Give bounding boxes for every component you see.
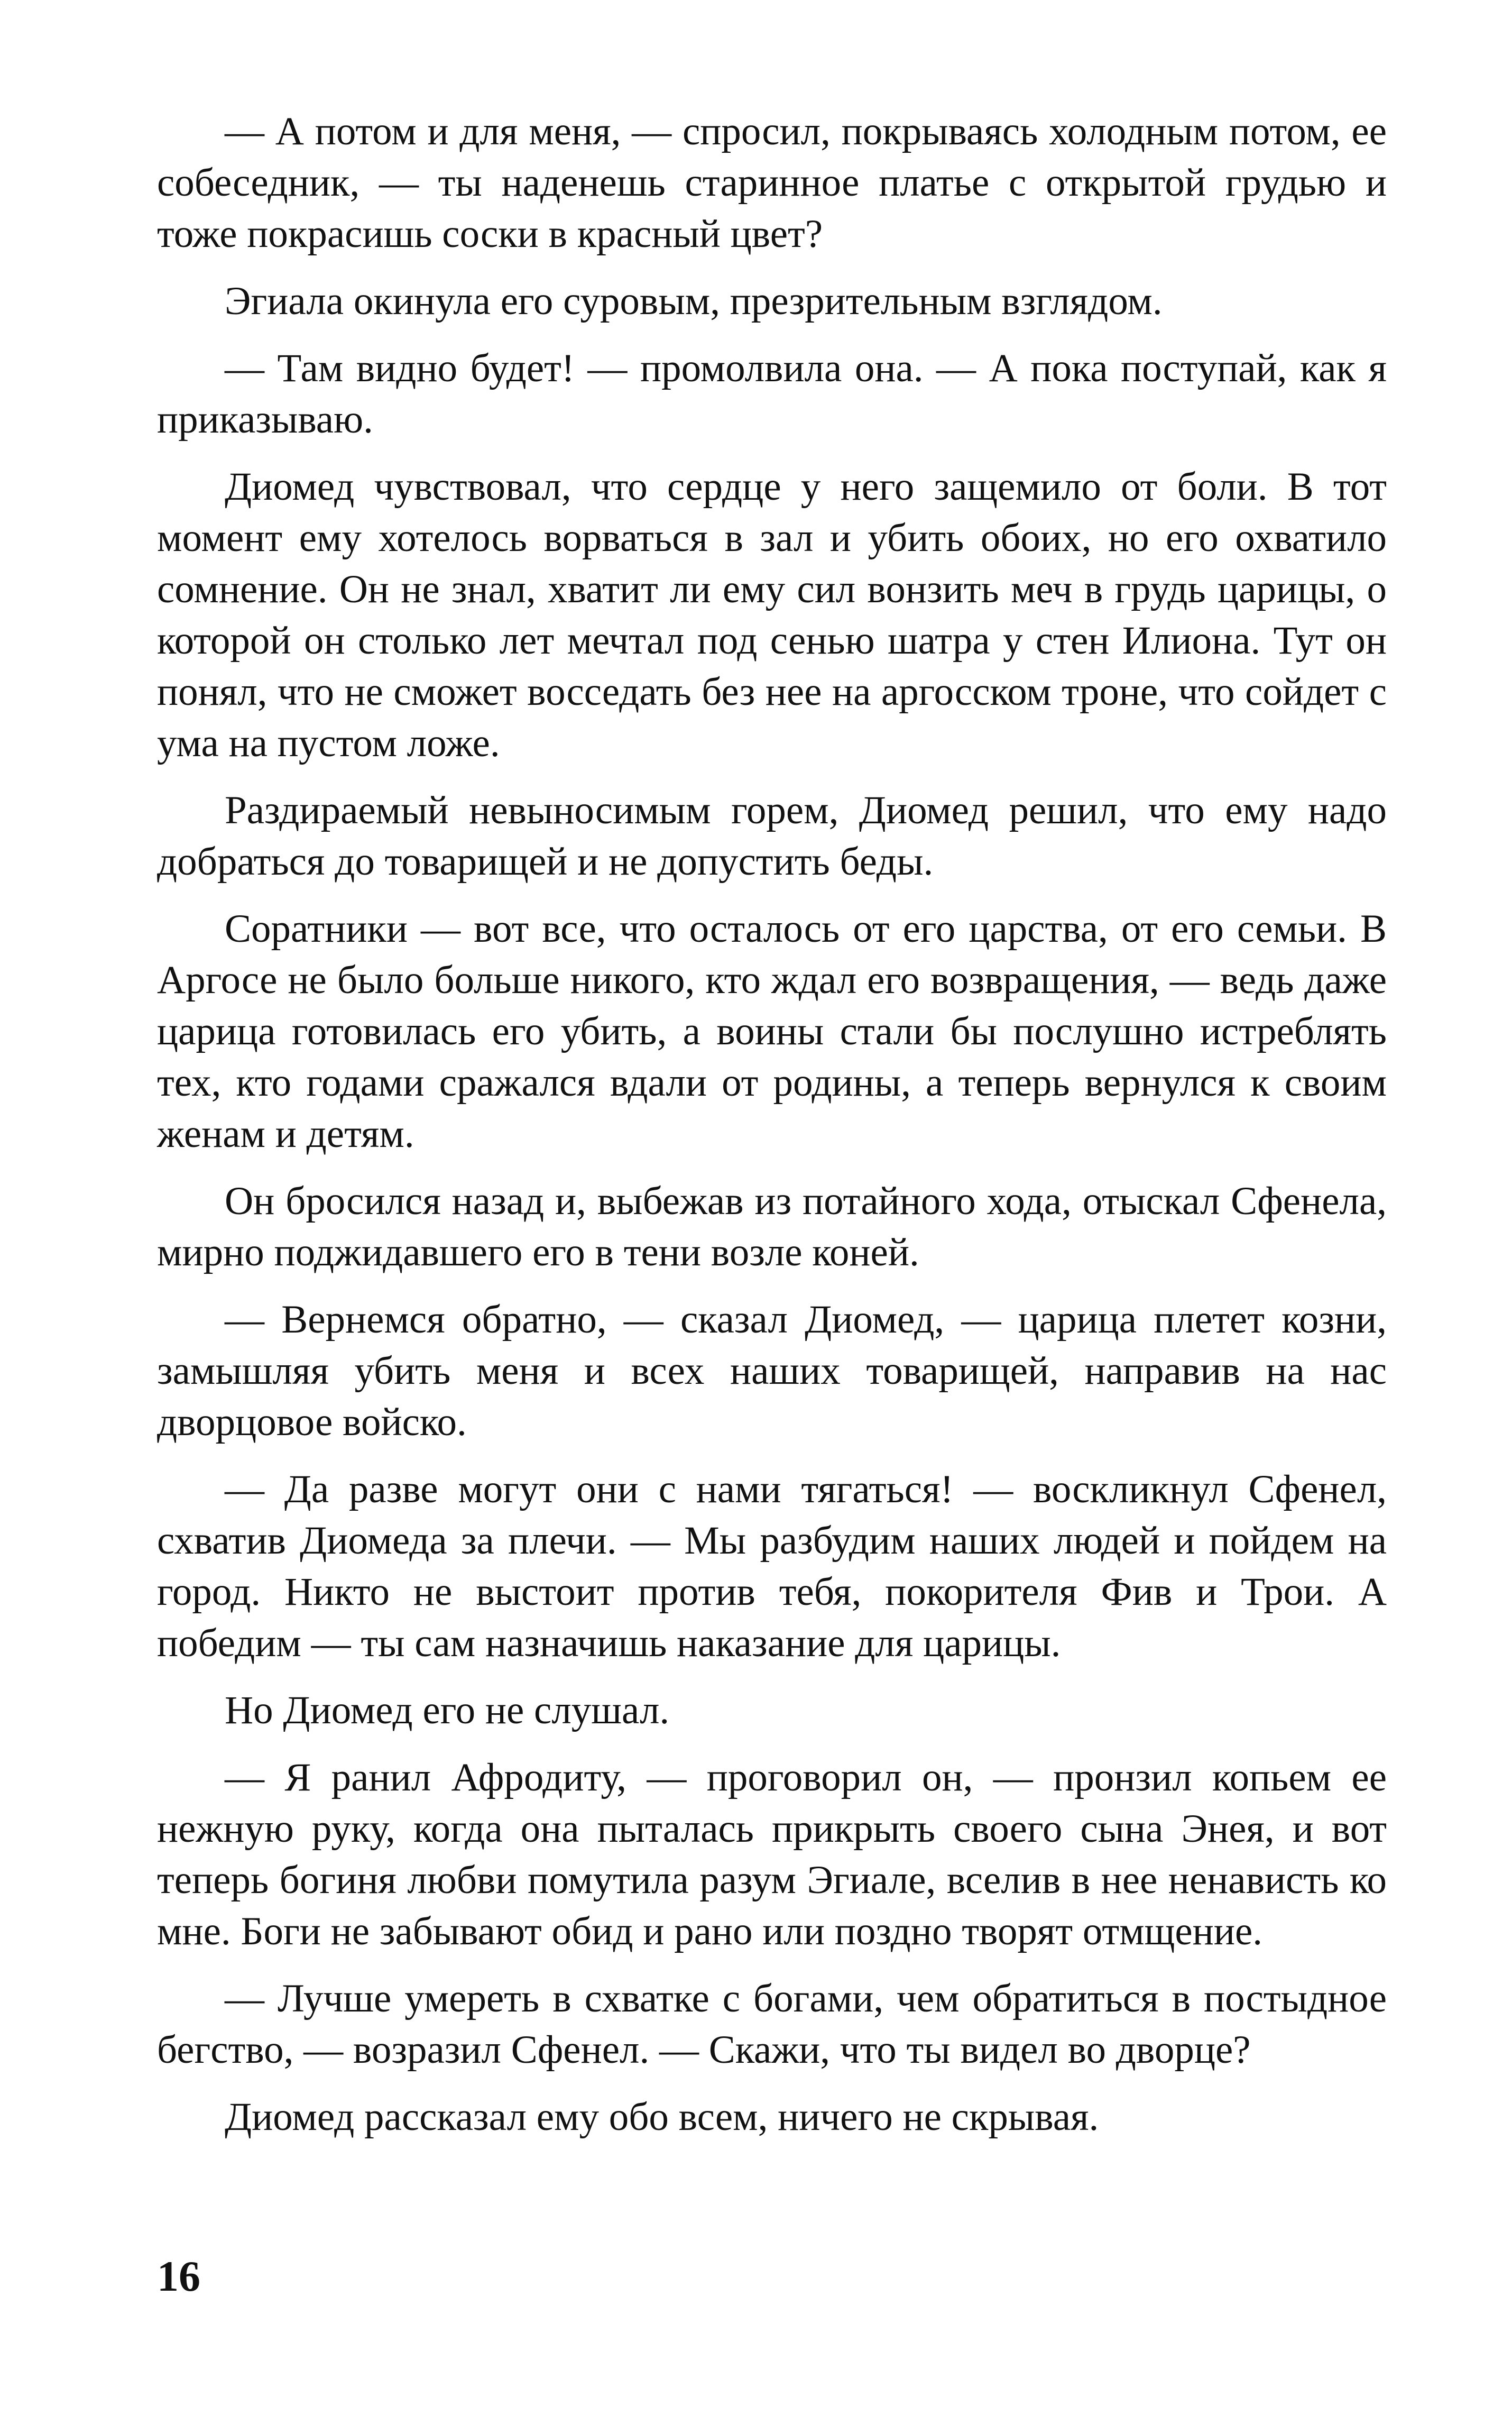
paragraph: — Лучше умереть в схватке с богами, чем обратиться в постыдное бегство, — возразил Сфенел. — Скажи, что ты видел во дворце?: [157, 1977, 1387, 2072]
paragraph: Диомед рассказал ему обо всем, ничего не скрывая.: [225, 2095, 1099, 2139]
paragraph: Соратники — вот все, что осталось от его царства, от его семьи. В Аргосе не было больше никого, кто ждал его возвращения, — ведь даже царица готовилась его убить, а воины стали бы послушно истреблять тех, кто годами сражался вдали от родины, а теперь вернулся к своим женам и детям.: [157, 907, 1387, 1156]
book-page-body: [157, 106, 1387, 2158]
paragraph: Но Диомед его не слушал.: [225, 1688, 670, 1732]
page-number: 16: [157, 2252, 200, 2300]
paragraph: Он бросился назад и, выбежав из потайного хода, отыскал Сфенела, мирно поджидавшего его в тени возле коней.: [157, 1179, 1387, 1274]
paragraph: Диомед чувствовал, что сердце у него защемило от боли. В тот момент ему хотелось ворваться в зал и убить обоих, но его охватило сомнение. Он не знал, хватит ли ему сил вонзить меч в грудь царицы, о которой он столько лет мечтал под сенью шатра у стен Илиона. Тут он понял, что не сможет восседать без нее на аргосском троне, что сойдет с ума на пустом ложе.: [157, 465, 1387, 765]
paragraph: — Я ранил Афродиту, — проговорил он, — пронзил копьем ее нежную руку, когда она пыталась прикрыть своего сына Энея, и вот теперь богиня любви помутила разум Эгиале, вселив в нее ненависть ко мне. Боги не забывают обид и рано или поздно творят отмщение.: [157, 1756, 1387, 1953]
paragraph: — А потом и для меня, — спросил, покрываясь холодным потом, ее собеседник, — ты наденешь старинное платье с открытой грудью и тоже покрасишь соски в красный цвет?: [157, 109, 1387, 256]
paragraph: Эгиала окинула его суровым, презрительным взглядом.: [225, 279, 1163, 323]
paragraph: — Вернемся обратно, — сказал Диомед, — царица плетет козни, замышляя убить меня и всех наших товарищей, направив на нас дворцовое войско.: [157, 1298, 1387, 1444]
paragraph: Раздираемый невыносимым горем, Диомед решил, что ему надо добраться до товарищей и не допустить беды.: [157, 788, 1387, 884]
paragraph: — Там видно будет! — промолвила она. — А пока поступай, как я приказываю.: [157, 346, 1387, 442]
paragraph: — Да разве могут они с нами тягаться! — воскликнул Сфенел, схватив Диомеда за плечи. — Мы разбудим наших людей и пойдем на город. Никто не выстоит против тебя, покорителя Фив и Трои. А победим — ты сам назначишь наказание для царицы.: [157, 1467, 1387, 1665]
